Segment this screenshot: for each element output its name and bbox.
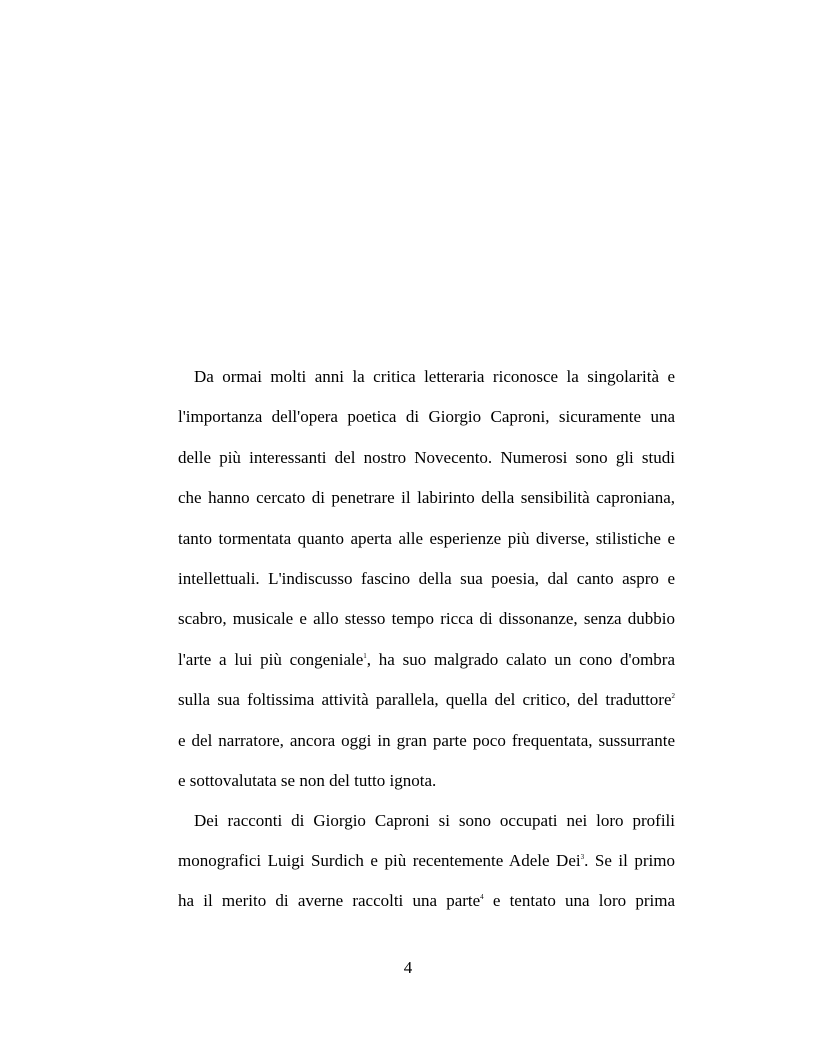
footnote-ref-1[interactable]: 1 [363,652,367,660]
footnote-ref-2[interactable]: 2 [671,692,675,700]
text-line: Dei racconti di Giorgio Caproni si sono occupati nei loro profili [194,811,675,830]
text-line: monografici Luigi Surdich e più recentemente Adele Dei$^3$. Se il primo [178,851,675,870]
text-line: ha il merito di averne raccolti una parte$^4$ e tentato una loro prima [178,891,675,910]
footnote-ref-3[interactable]: 3 [580,853,585,861]
footnote-ref-4[interactable]: 4 [480,893,484,901]
text-line: e sottovalutata se non del tutto ignota. [178,771,437,790]
page-number: 4 [403,958,413,977]
text-line: delle più interessanti del nostro Novecento. Numerosi sono gli studi [178,448,675,467]
text-line: tanto tormentata quanto aperta alle esperienze più diverse, stilistiche e [178,529,675,548]
text-line: l'arte a lui più congeniale$^1$, ha suo malgrado calato un cono d'ombra [178,650,676,669]
text-line: scabro, musicale e allo stesso tempo ricca di dissonanze, senza dubbio [178,609,675,628]
text-line: che hanno cercato di penetrare il labirinto della sensibilità caproniana, [178,488,675,507]
text-line: l'importanza dell'opera poetica di Giorgio Caproni, sicuramente una [178,407,675,426]
text-line: e del narratore, ancora oggi in gran parte poco frequentata, sussurrante [178,731,675,750]
text-line: intellettuali. L'indiscusso fascino della sua poesia, dal canto aspro e [178,569,675,588]
text-line: Da ormai molti anni la critica letteraria riconosce la singolarità e [194,367,675,386]
text-line: sulla sua foltissima attività parallela, quella del critico, del traduttore$^2$ [178,690,675,709]
